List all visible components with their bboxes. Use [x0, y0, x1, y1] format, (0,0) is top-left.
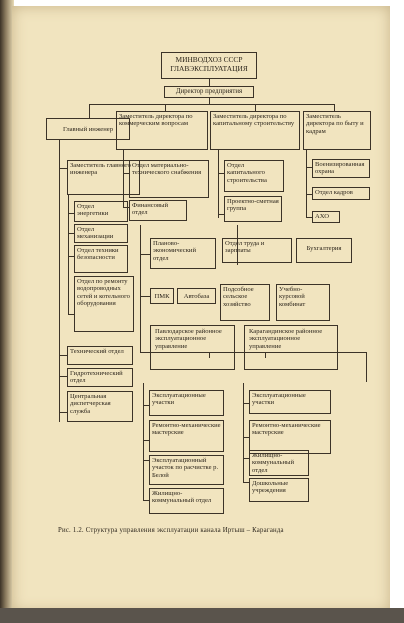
dept-planning-box: Планово-экономический отдел	[150, 238, 216, 269]
connector	[306, 150, 307, 218]
deputy-household-box: Заместитель директора по быту и кадрам	[303, 111, 371, 150]
connector	[334, 104, 335, 111]
kar-item-box: Ремонтно-механические мастерские	[249, 420, 331, 454]
pmk-box: ПМК	[150, 288, 174, 304]
connector	[140, 296, 150, 297]
dept-labor-box: Отдел труда и зарплаты	[222, 238, 292, 263]
dept-repair-box: Отдел по ремонту водопроводных сетей и котельного оборудования	[74, 276, 134, 332]
kar-item-box: Эксплуатационные участки	[249, 390, 331, 414]
connector	[59, 168, 67, 169]
dept-technical-box: Технический отдел	[67, 346, 133, 365]
connector	[140, 254, 150, 255]
karaganda-box: Карагандинское районное эксплуатационное управление	[244, 325, 338, 370]
connector	[255, 104, 256, 111]
design-group-box: Проектно-сметная группа	[224, 196, 282, 222]
aho-box: АХО	[312, 211, 340, 223]
dept-capital-box: Отдел капитального строительства	[224, 160, 284, 192]
accounting-box: Бухгалтерия	[296, 238, 352, 263]
page-bottom-edge	[0, 608, 404, 623]
dept-safety-box: Отдел техники безопасности	[74, 245, 128, 273]
security-box: Военизированная охрана	[312, 159, 370, 178]
pavlodar-box: Павлодарское районное эксплуатационное управление	[150, 325, 235, 370]
connector	[59, 376, 67, 377]
autobase-box: Автобаза	[177, 288, 216, 304]
personnel-box: Отдел кадров	[312, 187, 370, 200]
connector	[89, 104, 90, 118]
farm-box: Подсобное сельское хозяйство	[220, 284, 270, 321]
director-box: Директор предприятия	[164, 86, 254, 98]
pav-item-box: Ремонтно-механические мастерские	[149, 420, 224, 452]
connector	[366, 352, 367, 382]
training-box: Учебно-курсовой комбинат	[276, 284, 330, 321]
ministry-box: МИНВОДХОЗ СССР ГЛАВЭКСПЛУАТАЦИЯ	[161, 52, 257, 79]
deputy-construction-box: Заместитель директора по капитальному строительству	[210, 111, 300, 150]
connector	[209, 97, 210, 104]
connector	[89, 104, 334, 105]
dispatch-box: Центральная диспетчерская служба	[67, 391, 133, 422]
deputy-commercial-box: Заместитель директора по коммерческим вопросам	[116, 111, 208, 150]
connector	[143, 383, 144, 501]
connector	[59, 140, 60, 422]
deputy-chief-engineer-box: Заместитель главного инженера	[67, 160, 140, 195]
connector	[243, 383, 244, 483]
connector	[218, 150, 219, 218]
connector	[140, 225, 141, 353]
dept-energy-box: Отдел энергетики	[74, 201, 128, 222]
pav-item-box: Жилищно-коммунальный отдел	[149, 488, 224, 514]
chief-engineer-box: Главный инженер	[46, 118, 130, 140]
kar-item-box: Дошкольные учреждения	[249, 478, 309, 502]
connector	[59, 355, 67, 356]
dept-finance-box: Финансовый отдел	[129, 200, 187, 221]
dept-supply-box: Отдел материально-технического снабжения	[129, 160, 209, 198]
connector	[209, 78, 210, 86]
pav-item-box: Эксплуатационный участок по расчистке р. Белой	[149, 455, 224, 485]
connector	[59, 412, 67, 413]
pav-item-box: Эксплуатационные участки	[149, 390, 224, 416]
figure-caption: Рис. 1.2. Структура управления эксплуатации канала Иртыш – Караганда	[58, 527, 284, 534]
kar-item-box: Жилищно-коммунальный отдел	[249, 450, 309, 476]
dept-mechanization-box: Отдел механизации	[74, 224, 128, 243]
dept-hydro-box: Гидротехнический отдел	[67, 368, 133, 387]
connector	[165, 104, 166, 111]
